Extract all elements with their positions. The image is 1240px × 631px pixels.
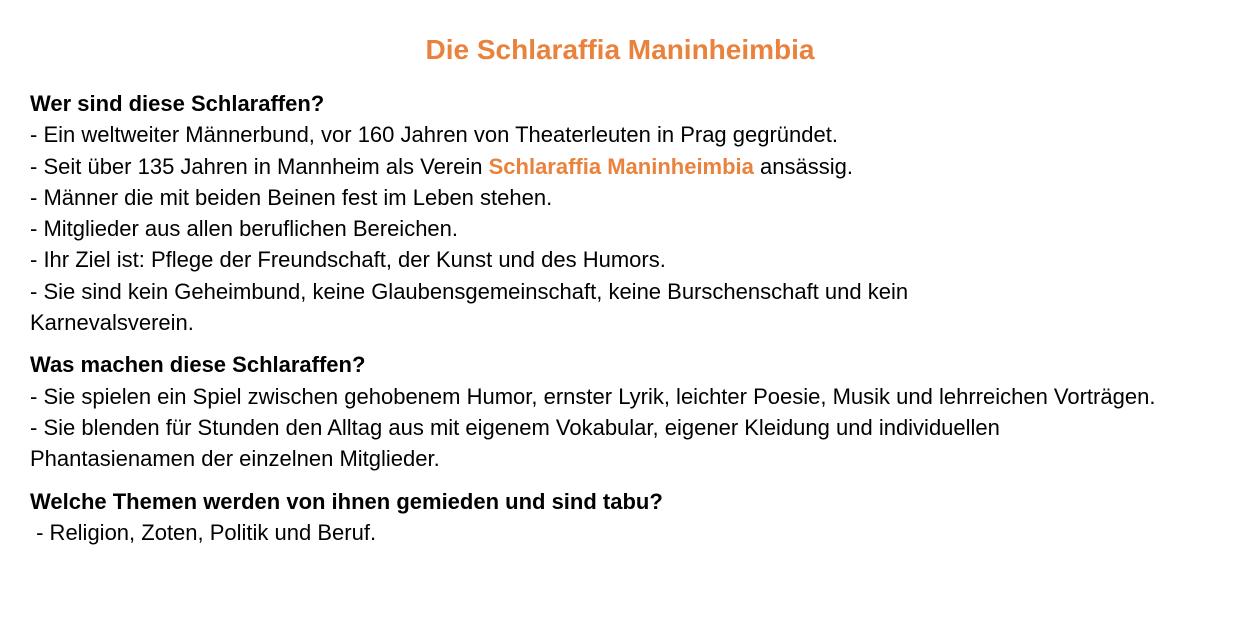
list-item: - Männer die mit beiden Beinen fest im Leben stehen.: [30, 184, 553, 210]
section-heading: Wer sind diese Schlaraffen?: [30, 91, 325, 116]
list-item: - Ihr Ziel ist: Pflege der Freundschaft, der Kunst und des Humors.: [30, 247, 666, 273]
section-who: [30, 88, 1220, 338]
section-taboo: [30, 486, 1220, 549]
list-item: - Sie blenden für Stunden den Alltag aus mit eigenem Vokabular, eigener Kleidung und individuellen Phantasienamen der einzelnen Mitglieder.: [30, 414, 1000, 472]
section-heading: Was machen diese Schlaraffen?: [30, 352, 366, 378]
list-item: - Religion, Zoten, Politik und Beruf.: [30, 519, 377, 545]
section-what: [30, 349, 1220, 474]
section-heading: Welche Themen werden von ihnen gemieden und sind tabu?: [30, 488, 663, 514]
document-body: [30, 88, 1220, 559]
list-item: - Ein weltweiter Männerbund, vor 160 Jahren von Theaterleuten in Prag gegründet.: [30, 122, 838, 148]
club-name-highlight: Schlaraffia Maninheimbia: [488, 153, 754, 179]
list-item-text: ansässig.: [753, 153, 853, 179]
list-item: - Sie sind kein Geheimbund, keine Glaubensgemeinschaft, keine Burschenschaft und kein Karnevalsverein.: [30, 278, 909, 336]
page-title: Die Schlaraffia Maninheimbia: [425, 34, 815, 65]
list-item-text: - Seit über 135 Jahren in Mannheim als Verein: [30, 153, 489, 179]
list-item: - Sie spielen ein Spiel zwischen gehobenem Humor, ernster Lyrik, leichter Poesie, Musik und lehrreichen Vorträgen.: [30, 383, 1156, 409]
list-item: - Mitglieder aus allen beruflichen Bereichen.: [30, 216, 459, 242]
list-item: [30, 151, 1220, 182]
